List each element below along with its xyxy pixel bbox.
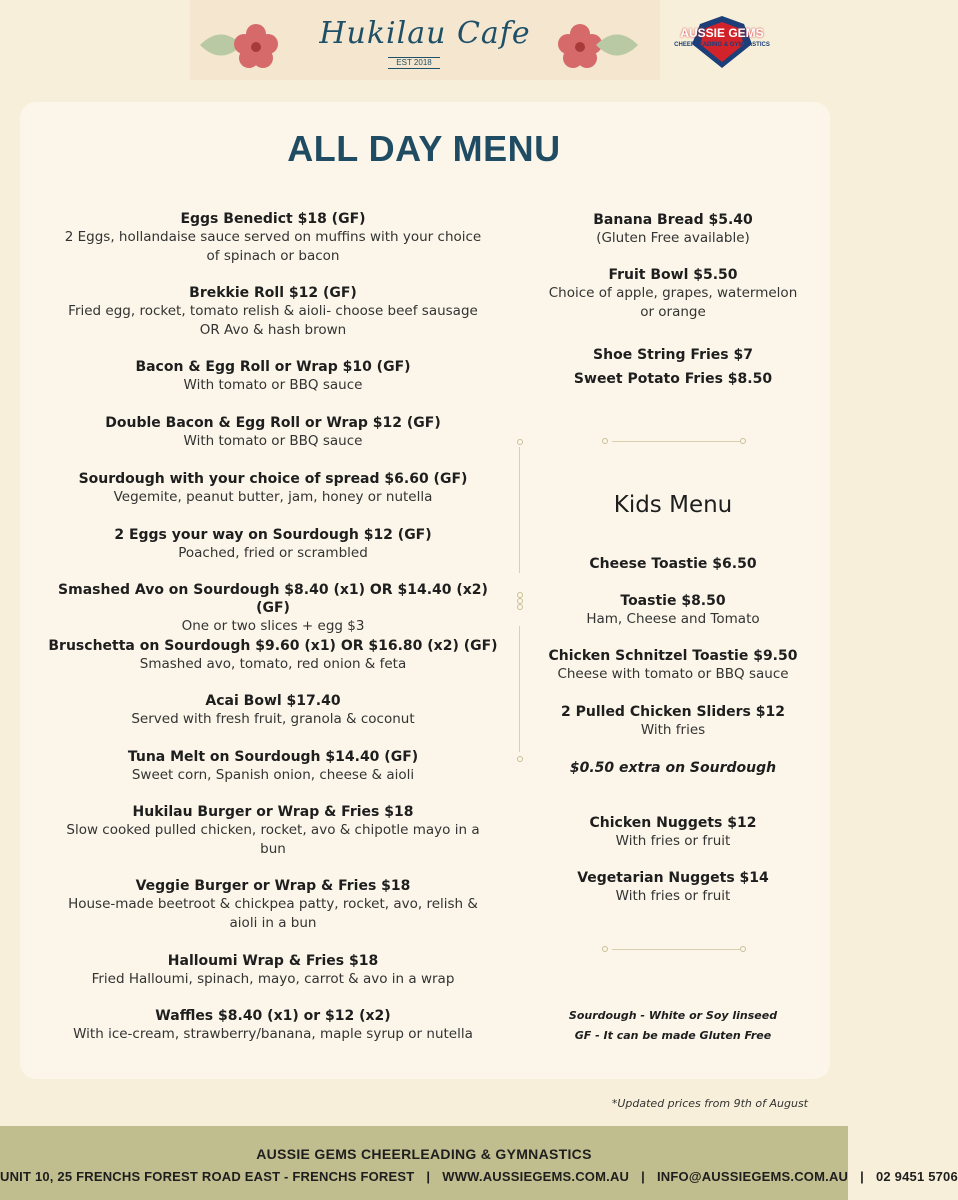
menu-item-description: or orange xyxy=(640,303,706,320)
menu-item-name: Eggs Benedict $18 (GF) xyxy=(180,211,366,227)
menu-item-name: Cheese Toastie $6.50 xyxy=(589,556,757,572)
footer-email-link[interactable]: INFO@AUSSIEGEMS.COM.AU xyxy=(656,1169,849,1184)
menu-item-description: Smashed avo, tomato, red onion & feta xyxy=(139,656,407,672)
footnote-gf: GF - It can be made Gluten Free xyxy=(574,1029,772,1042)
menu-item xyxy=(40,1007,506,1044)
menu-item xyxy=(528,266,818,321)
menu-item-description: With fries xyxy=(640,722,706,738)
menu-item-name: Chicken Schnitzel Toastie $9.50 xyxy=(548,648,798,664)
footer-org-name: AUSSIE GEMS CHEERLEADING & GYMNASTICS xyxy=(256,1146,592,1162)
menu-item-name: Sourdough with your choice of spread $6.60 (GF) xyxy=(78,471,468,487)
menu-item-name: 2 Pulled Chicken Sliders $12 xyxy=(561,704,785,720)
menu-item-name: Acai Bowl $17.40 xyxy=(205,693,341,709)
menu-item-description: Fried Halloumi, spinach, mayo, carrot & avo in a wrap xyxy=(91,971,455,987)
menu-item-name: Hukilau Burger or Wrap & Fries $18 xyxy=(132,804,414,820)
divider-ornament xyxy=(740,438,746,444)
menu-item-description: House-made beetroot & chickpea patty, rocket, avo, relish & xyxy=(68,896,478,912)
section-divider xyxy=(612,441,740,442)
menu-item xyxy=(40,358,506,395)
menu-item-description: (Gluten Free available) xyxy=(596,230,750,246)
divider-ornament xyxy=(517,439,523,445)
menu-item-description: OR Avo & hash brown xyxy=(199,321,347,338)
section-divider xyxy=(612,949,740,950)
footer-phone: 02 9451 5706 xyxy=(875,1169,958,1184)
menu-item xyxy=(40,284,506,339)
column-divider xyxy=(519,626,520,752)
menu-item-name: Smashed Avo on Sourdough $8.40 (x1) OR $14.40 (x2) (GF) xyxy=(58,582,488,616)
menu-item-description: With tomato or BBQ sauce xyxy=(183,377,363,393)
menu-item-description: With fries or fruit xyxy=(615,833,731,849)
divider-ornament xyxy=(517,604,523,610)
menu-item xyxy=(40,803,506,858)
menu-item xyxy=(40,414,506,451)
divider-ornament xyxy=(602,946,608,952)
menu-item-name: Banana Bread $5.40 xyxy=(593,212,753,228)
menu-item-description: Choice of apple, grapes, watermelon xyxy=(548,285,798,301)
menu-item-description: Poached, fried or scrambled xyxy=(178,545,368,561)
menu-item xyxy=(528,814,818,851)
menu-item xyxy=(40,526,506,563)
footnote-sourdough: Sourdough - White or Soy linseed xyxy=(568,1009,778,1022)
menu-item-name: Vegetarian Nuggets $14 xyxy=(577,870,769,886)
menu-item-name: Halloumi Wrap & Fries $18 xyxy=(167,953,379,969)
menu-item-description: One or two slices + egg $3 xyxy=(181,618,365,634)
menu-item xyxy=(528,703,818,740)
menu-item-name: Bruschetta on Sourdough $9.60 (x1) OR $16.80 (x2) (GF) xyxy=(48,638,498,654)
menu-item xyxy=(40,692,506,729)
menu-item-description: Served with fresh fruit, granola & coconut xyxy=(131,711,415,727)
menu-item xyxy=(528,647,818,684)
menu-item-description: Vegemite, peanut butter, jam, honey or nutella xyxy=(113,489,433,505)
menu-item-name: Fruit Bowl $5.50 xyxy=(608,267,738,283)
menu-item-name: Sweet Potato Fries $8.50 xyxy=(573,371,773,387)
header-banner xyxy=(190,0,660,80)
menu-item-description: Fried egg, rocket, tomato relish & aioli- choose beef sausage xyxy=(68,303,478,319)
menu-item xyxy=(40,637,506,674)
menu-item-description: With fries or fruit xyxy=(615,888,731,904)
menu-item xyxy=(40,748,506,785)
menu-item-name: Bacon & Egg Roll or Wrap $10 (GF) xyxy=(135,359,411,375)
menu-item-name: Double Bacon & Egg Roll or Wrap $12 (GF) xyxy=(105,415,441,431)
menu-item-description: Sweet corn, Spanish onion, cheese & aioli xyxy=(131,767,415,783)
column-divider xyxy=(519,447,520,573)
menu-item xyxy=(528,211,818,248)
menu-item xyxy=(528,592,818,629)
menu-item-description: aioli in a bun xyxy=(229,914,317,931)
menu-item-description: bun xyxy=(260,840,286,857)
footer-contact: UNIT 10, 25 FRENCHS FOREST ROAD EAST - FRENCHS FOREST | WWW.AUSSIEGEMS.COM.AU | INFO@AUSSIEGEMS.COM.AU | 02 9451 5706 xyxy=(0,1169,958,1184)
divider-ornament xyxy=(602,438,608,444)
menu-item-description: Ham, Cheese and Tomato xyxy=(586,611,760,627)
divider-ornament xyxy=(740,946,746,952)
menu-item-name: 2 Eggs your way on Sourdough $12 (GF) xyxy=(114,527,432,543)
menu-item-name: Waffles $8.40 (x1) or $12 (x2) xyxy=(155,1008,391,1024)
menu-item xyxy=(528,555,818,573)
menu-item xyxy=(40,470,506,507)
menu-item xyxy=(528,346,818,364)
menu-item xyxy=(40,210,506,265)
kids-menu-title: Kids Menu xyxy=(613,492,733,518)
menu-item-description: of spinach or bacon xyxy=(206,247,340,264)
footer-address: UNIT 10, 25 FRENCHS FOREST ROAD EAST - FRENCHS FOREST xyxy=(0,1169,415,1184)
sourdough-note: $0.50 extra on Sourdough xyxy=(569,760,777,776)
leaf-icon xyxy=(594,30,640,60)
menu-item-name: Toastie $8.50 xyxy=(620,593,726,609)
menu-item-description: Slow cooked pulled chicken, rocket, avo & chipotle mayo in a xyxy=(66,822,480,838)
established-label: EST 2018 xyxy=(388,57,440,69)
menu-item-description: With tomato or BBQ sauce xyxy=(183,433,363,449)
footnotes xyxy=(528,1006,818,1046)
menu-item-name: Shoe String Fries $7 xyxy=(593,347,753,363)
cafe-name: Hukilau Cafe xyxy=(319,16,531,51)
divider-ornament xyxy=(517,756,523,762)
menu-item-name: Chicken Nuggets $12 xyxy=(589,815,757,831)
menu-item-name: Veggie Burger or Wrap & Fries $18 xyxy=(135,878,411,894)
menu-item xyxy=(528,370,818,388)
menu-item xyxy=(40,952,506,989)
updated-prices-note: *Updated prices from 9th of August xyxy=(611,1097,808,1110)
menu-item-name: Tuna Melt on Sourdough $14.40 (GF) xyxy=(127,749,419,765)
page-title: ALL DAY MENU xyxy=(287,128,561,169)
menu-item xyxy=(40,581,506,636)
aussie-gems-logo: AUSSIE GEMS CHEERLEADING & GYMNASTICS xyxy=(674,14,770,70)
menu-item xyxy=(528,869,818,906)
menu-item-description: With ice-cream, strawberry/banana, maple syrup or nutella xyxy=(73,1026,473,1042)
footer-website-link[interactable]: WWW.AUSSIEGEMS.COM.AU xyxy=(442,1169,630,1184)
menu-item-name: Brekkie Roll $12 (GF) xyxy=(189,285,357,301)
footer xyxy=(0,1126,958,1200)
menu-item-description: 2 Eggs, hollandaise sauce served on muffins with your choice xyxy=(64,229,482,245)
menu-item-description: Cheese with tomato or BBQ sauce xyxy=(557,666,789,682)
menu-item xyxy=(40,877,506,932)
